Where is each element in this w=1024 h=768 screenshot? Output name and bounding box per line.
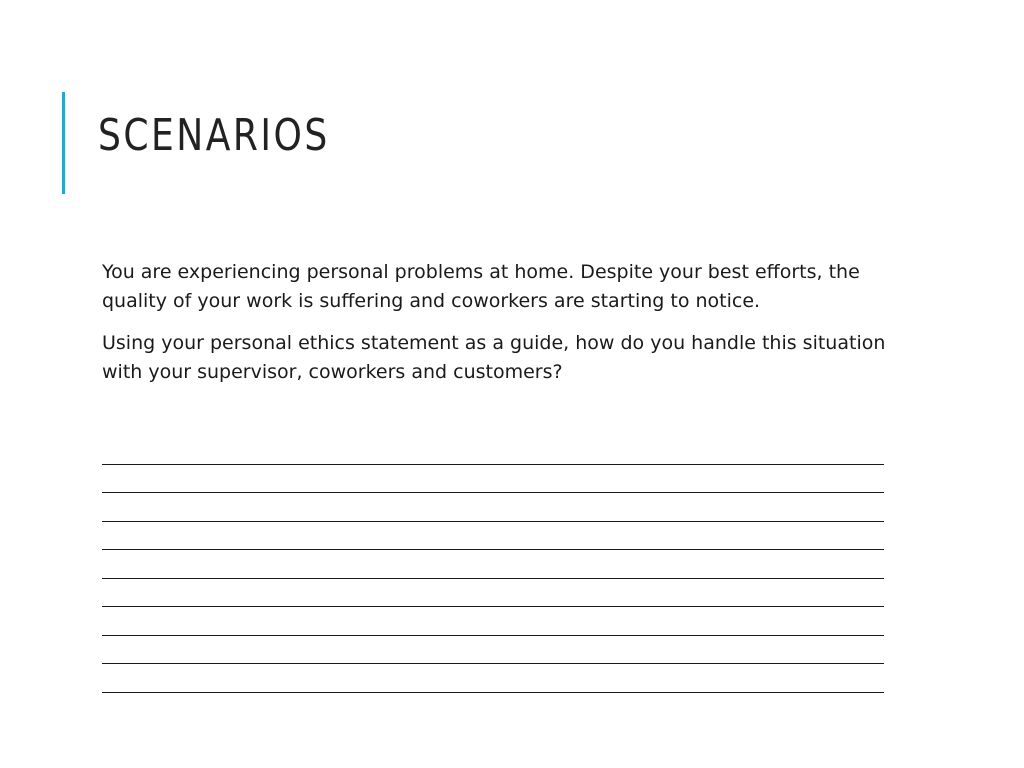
scenario-paragraph: You are experiencing personal problems at home. Despite your best efforts, the quality of your work is suffering and coworkers are starting to notice. <box>102 261 860 312</box>
answer-line <box>102 465 884 494</box>
answer-line <box>102 493 884 522</box>
slide-title: SCENARIOS <box>98 110 330 161</box>
answer-line <box>102 636 884 665</box>
question-paragraph: Using your personal ethics statement as a guide, how do you handle this situation with your supervisor, coworkers and customers? <box>102 332 886 383</box>
answer-line <box>102 579 884 608</box>
answer-line <box>102 522 884 551</box>
answer-line <box>102 664 884 693</box>
answer-line <box>102 607 884 636</box>
answer-lines <box>102 436 884 693</box>
title-accent-bar <box>62 92 65 194</box>
answer-line <box>102 436 884 465</box>
slide-body <box>102 258 902 400</box>
answer-line <box>102 550 884 579</box>
